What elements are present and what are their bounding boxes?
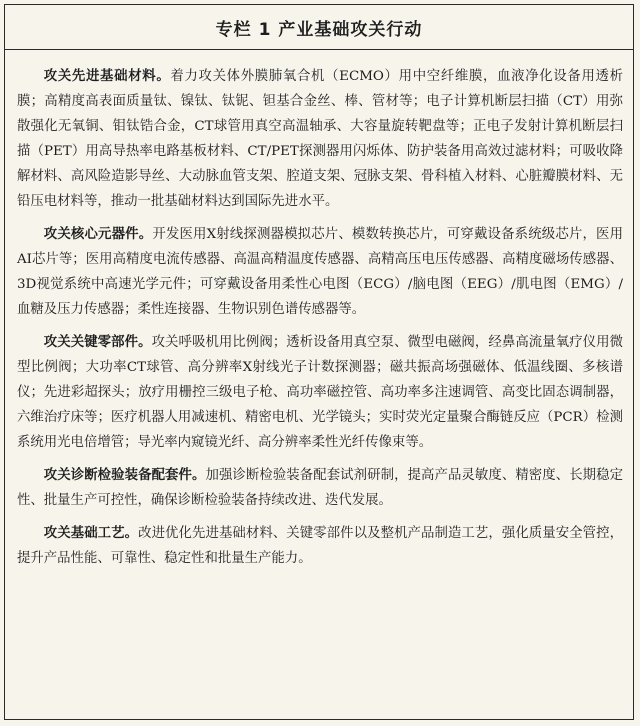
section-heading: 攻关核心元器件。 xyxy=(43,227,153,242)
section-components xyxy=(17,222,623,322)
section-body: 加强诊断检验装备配套试剂研制，提高产品灵敏度、精密度、长期稳定性、批量生产可控性，确保诊断检验装备持续改进、迭代发展。 xyxy=(17,468,624,508)
section-diagnostic-kits xyxy=(17,463,623,513)
section-heading: 攻关先进基础材料。 xyxy=(43,69,171,84)
section-materials xyxy=(17,64,623,214)
section-heading: 攻关基础工艺。 xyxy=(43,526,139,541)
column-content xyxy=(5,50,633,571)
section-body: 开发医用X射线探测器模拟芯片、模数转换芯片，可穿戴设备系统级芯片，医用AI芯片等；医用高精度电流传感器、高温高精温度传感器、高精高压电压传感器、高精度磁场传感器、3D视觉系统中高速光学元件；可穿戴设备用柔性心电图（ECG）/脑电图（EEG）/肌电图（EMG）/血糖及压力传感器；柔性连接器、生物识别色谱传感器等。 xyxy=(17,227,624,317)
section-key-parts xyxy=(17,330,623,455)
section-body: 改进优化先进基础材料、关键零部件以及整机产品制造工艺，强化质量安全管控，提升产品性能、可靠性、稳定性和批量生产能力。 xyxy=(17,526,624,566)
section-body: 攻关呼吸机用比例阀；透析设备用真空泵、微型电磁阀，经鼻高流量氧疗仪用微型比例阀；大功率CT球管、高分辨率X射线光子计数探测器；磁共振高场强磁体、低温线圈、多核谱仪；先进彩超探头；放疗用栅控三级电子枪、高功率磁控管、高功率多注速调管、高变比固态调制器，六维治疗床等；医疗机器人用减速机、精密电机、光学镜头；实时荧光定量聚合酶链反应（PCR）检测系统用光电倍增管；导光率内窥镜光纤、高分辨率柔性光纤传像束等。 xyxy=(17,335,624,450)
section-body: 着力攻关体外膜肺氧合机（ECMO）用中空纤维膜，血液净化设备用透析膜；高精度高表面质量钛、镍钛、钛铌、钽基合金丝、棒、管材等；电子计算机断层扫描（CT）用弥散强化无氧铜、钼钛锆合金，CT球管用真空高温轴承、大容量旋转靶盘等；正电子发射计算机断层扫描（PET）用高导热率电路基板材料、CT/PET探测器用闪烁体、防护装备用高效过滤材料；可吸收降解材料、高风险造影导丝、大动脉血管支架、腔道支架、冠脉支架、骨科植入材料、心脏瓣膜材料、无铅压电材料等，推动一批基础材料达到国际先进水平。 xyxy=(17,69,623,209)
section-heading: 攻关诊断检验装备配套件。 xyxy=(43,468,206,483)
section-base-process xyxy=(17,521,623,571)
column-title: 专栏 1 产业基础攻关行动 xyxy=(5,5,633,50)
section-heading: 攻关关键零部件。 xyxy=(43,335,152,350)
column-box xyxy=(4,4,634,720)
